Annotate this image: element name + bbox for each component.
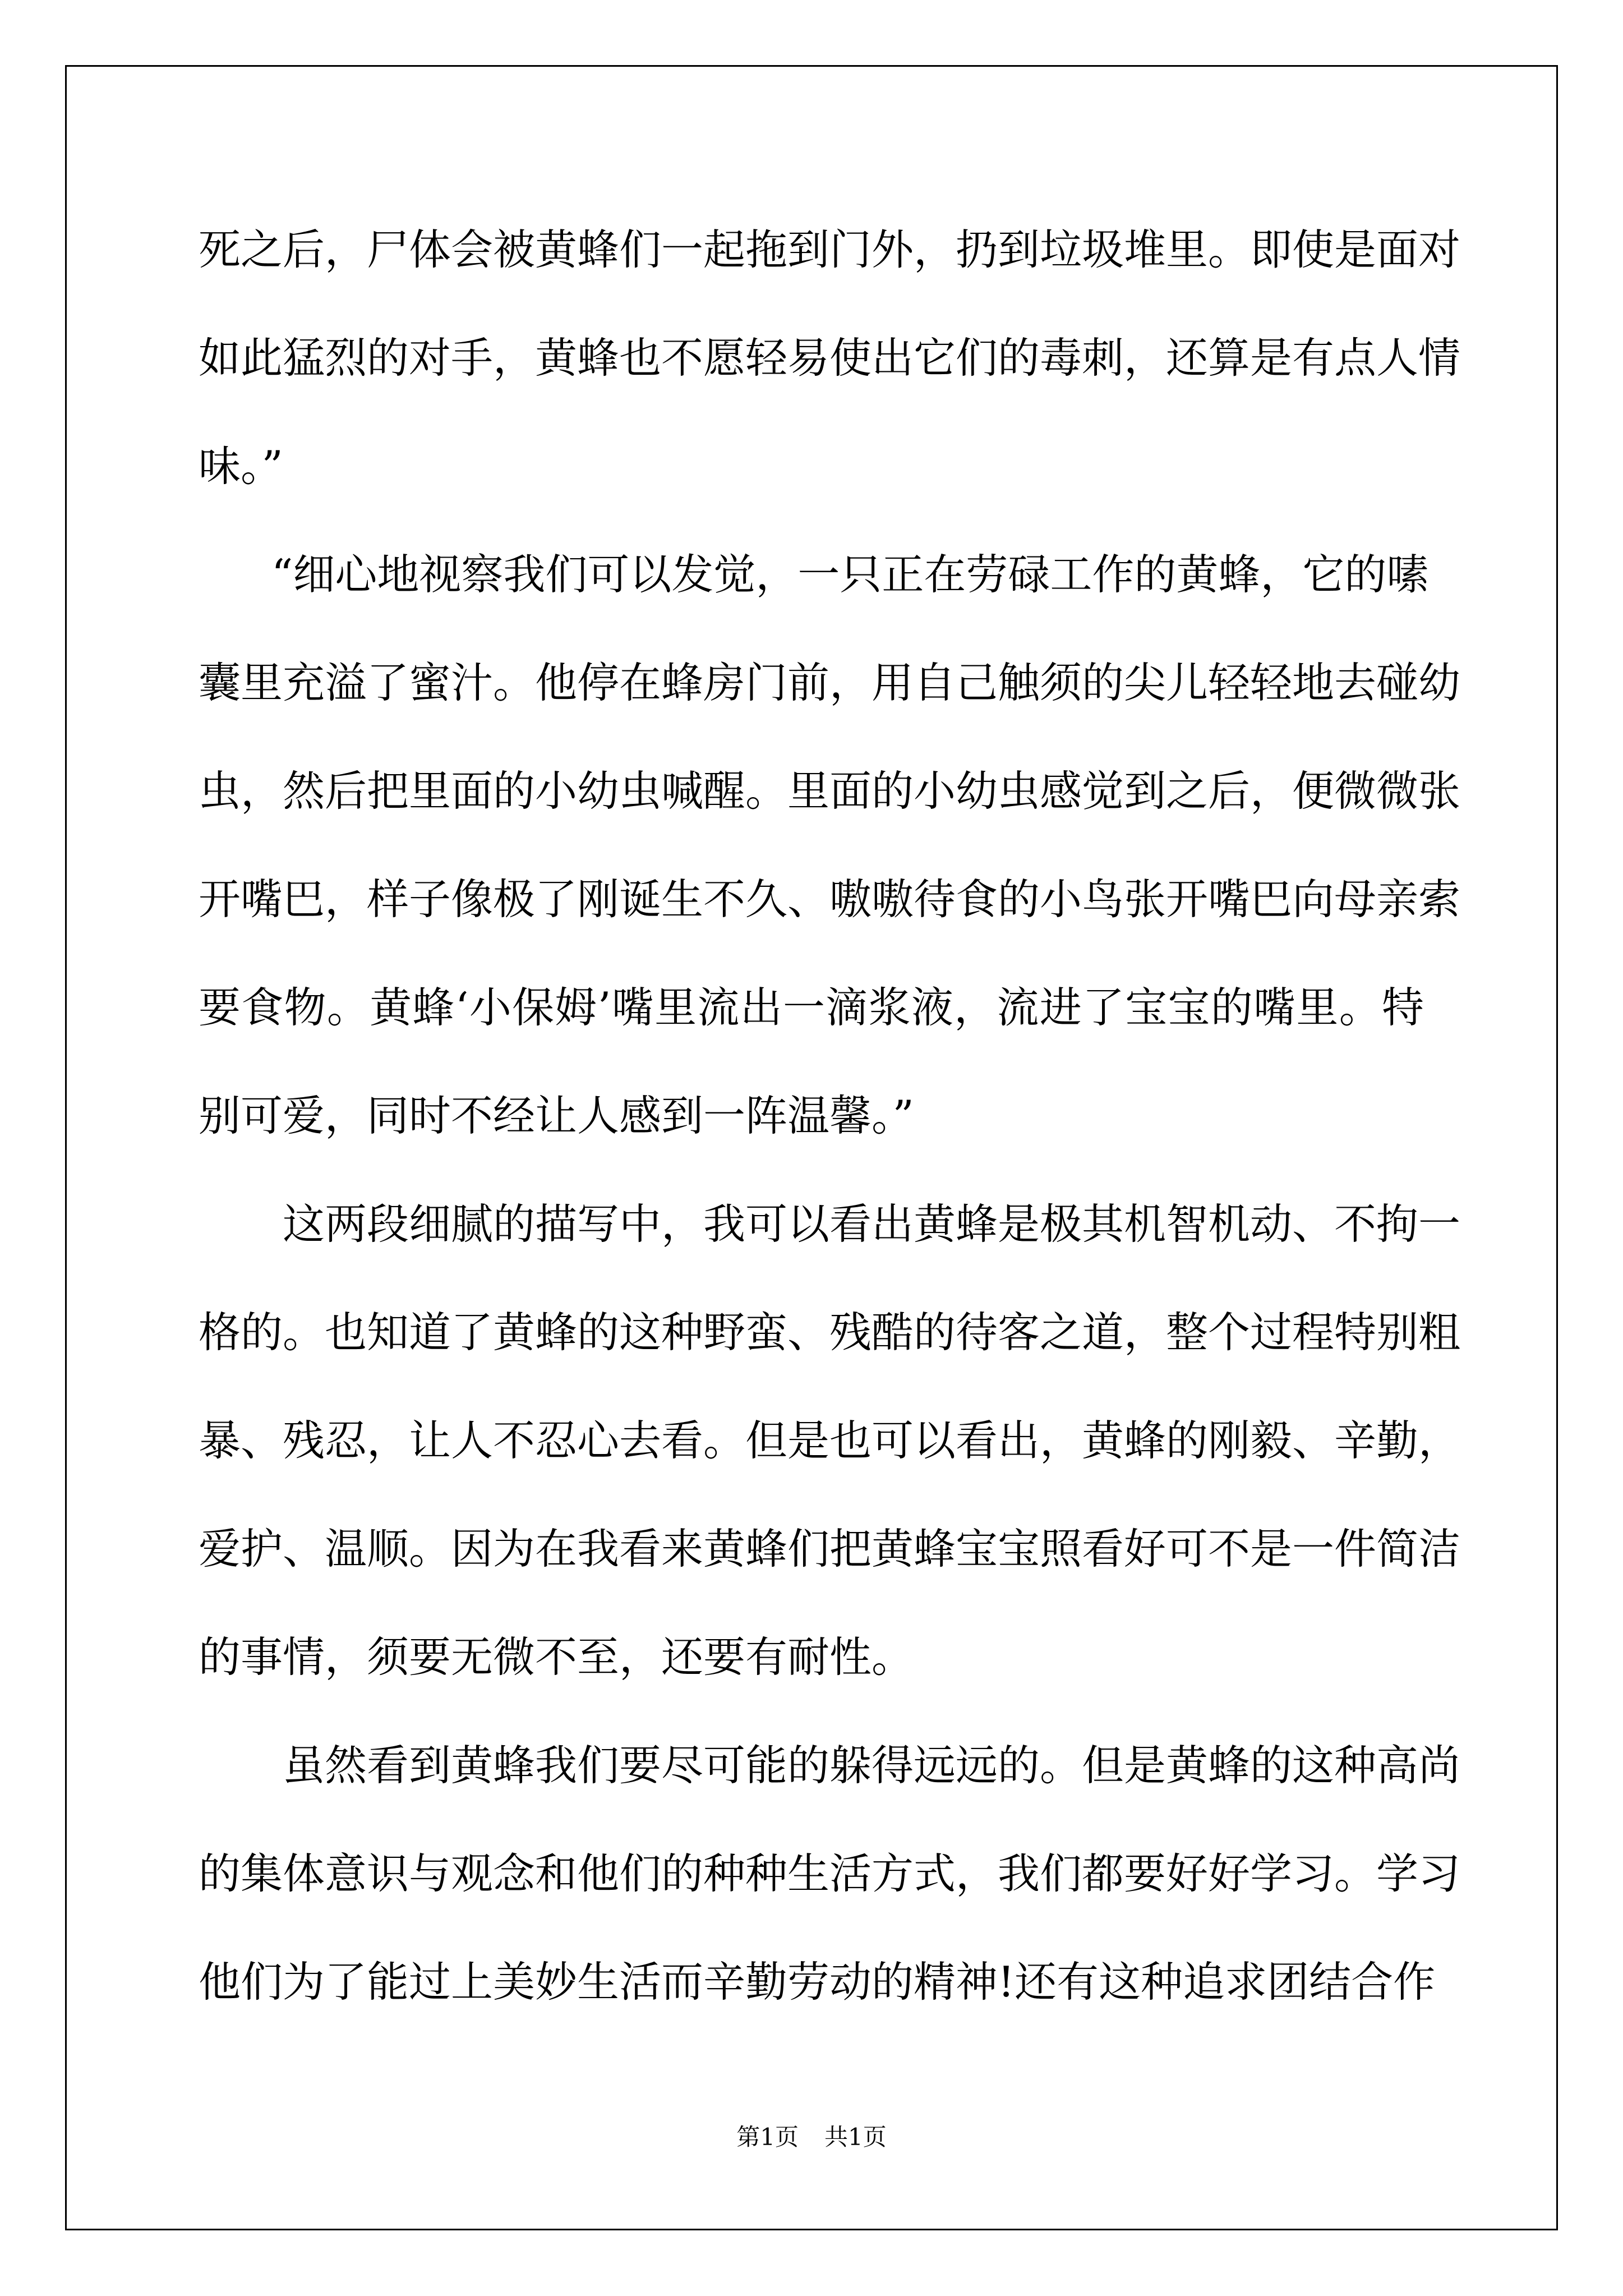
text-line: 囊里充溢了蜜汁。他停在蜂房门前，用自己触须的尖儿轻轻地去碰幼 — [199, 658, 1461, 707]
text-line: 死之后，尸体会被黄蜂们一起拖到门外，扔到垃圾堆里。即使是面对 — [199, 225, 1461, 274]
text-line: 要食物。黄蜂‘小保姆’嘴里流出一滴浆液，流进了宝宝的嘴里。特 — [199, 983, 1424, 1032]
text-line: 如此猛烈的对手，黄蜂也不愿轻易使出它们的毒刺，还算是有点人情 — [199, 333, 1461, 383]
text-line: 虫，然后把里面的小幼虫喊醒。里面的小幼虫感觉到之后，便微微张 — [199, 766, 1461, 816]
paragraph-first-line: 这两段细腻的描写中，我可以看出黄蜂是极其机智机动、不拘一 — [283, 1199, 1461, 1249]
text-line: 的事情，须要无微不至，还要有耐性。 — [199, 1632, 914, 1682]
paragraph-first-line: “细心地视察我们可以发觉，一只正在劳碌工作的黄蜂，它的嗉 — [271, 550, 1429, 599]
text-line: 爱护、温顺。因为在我看来黄蜂们把黄蜂宝宝照看好可不是一件简洁 — [199, 1524, 1461, 1573]
text-line: 味。” — [199, 441, 283, 491]
page-footer — [0, 2120, 1623, 2154]
text-line: 的集体意识与观念和他们的种种生活方式，我们都要好好学习。学习 — [199, 1849, 1461, 1898]
text-line: 暴、残忍，让人不忍心去看。但是也可以看出，黄蜂的刚毅、辛勤， — [199, 1416, 1461, 1465]
page-number: 第1页 — [736, 2123, 799, 2151]
text-line: 他们为了能过上美妙生活而辛勤劳动的精神!还有这种追求团结合作 — [199, 1957, 1436, 2007]
text-line: 别可爱，同时不经让人感到一阵温馨。” — [199, 1091, 914, 1140]
page-total: 共1页 — [824, 2123, 887, 2151]
paragraph-first-line: 虽然看到黄蜂我们要尽可能的躲得远远的。但是黄蜂的这种高尚 — [283, 1741, 1461, 1790]
document-body — [199, 196, 1461, 2036]
text-line: 开嘴巴，样子像极了刚诞生不久、嗷嗷待食的小鸟张开嘴巴向母亲索 — [199, 875, 1461, 924]
text-line: 格的。也知道了黄蜂的这种野蛮、残酷的待客之道，整个过程特别粗 — [199, 1308, 1461, 1357]
